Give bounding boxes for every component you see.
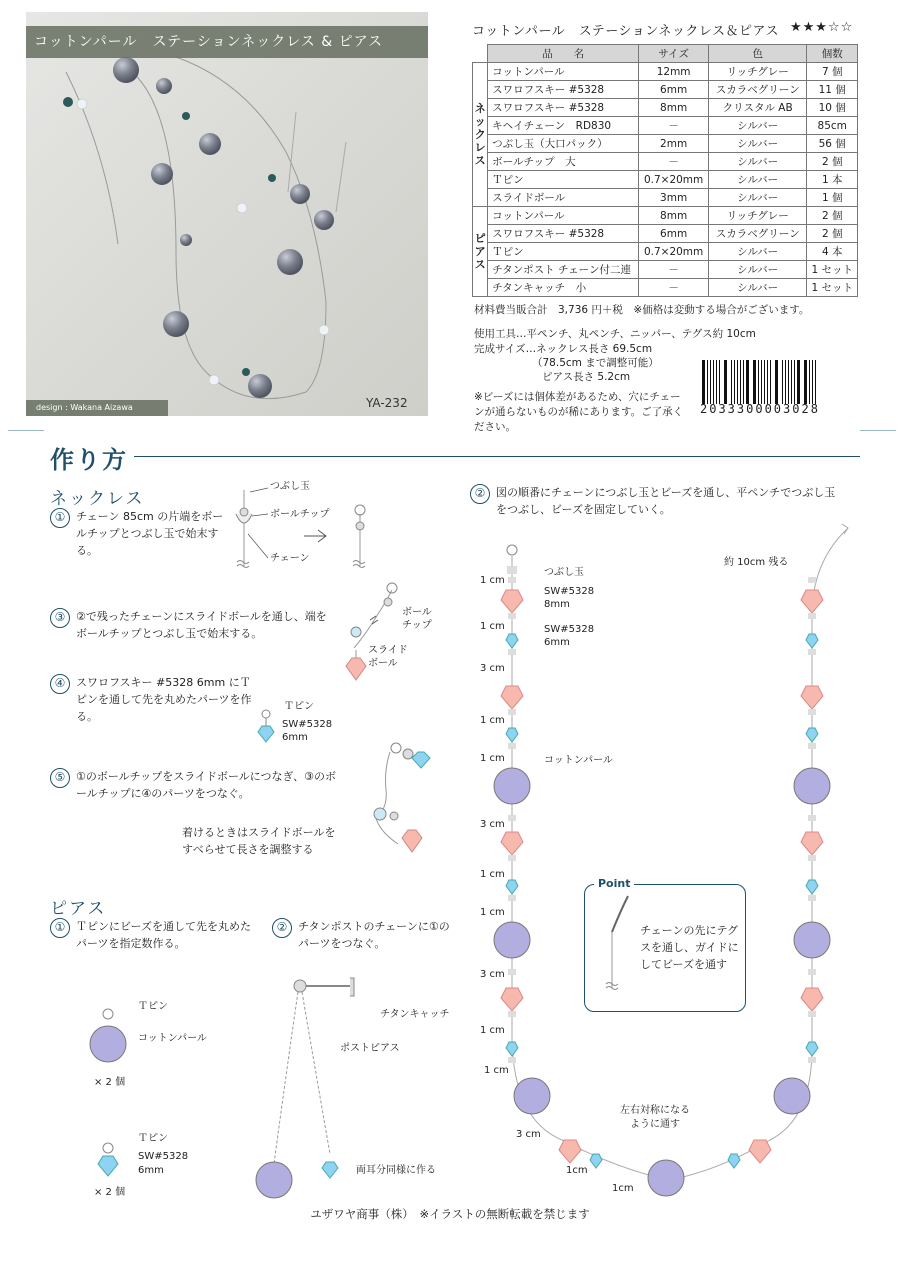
necklace-group-label: ネ ッ ク レ ス <box>473 63 488 207</box>
table-cell: 7 個 <box>807 63 858 81</box>
step-3-number: ③ <box>50 608 70 628</box>
table-cell: 1 本 <box>807 171 858 189</box>
table-cell: コットンパール <box>488 63 639 81</box>
table-cell: 56 個 <box>807 135 858 153</box>
step-2-diagram <box>470 520 870 1200</box>
divider-right <box>860 430 896 431</box>
table-cell: 1 個 <box>807 189 858 207</box>
necklace-step-2: 図の順番にチェーンにつぶし玉とビーズを通し、平ペンチでつぶし玉をつぶし、ビーズを固定していく。 <box>496 486 836 516</box>
table-cell: シルバー <box>708 279 807 297</box>
barcode-bar <box>719 360 720 404</box>
crimp-bead <box>808 815 816 821</box>
sw-6mm-bead <box>506 880 518 894</box>
crimp-bead <box>808 1057 816 1063</box>
pierce-parts-diagram <box>84 996 144 1196</box>
table-cell: 85cm <box>807 117 858 135</box>
table-cell: 2 個 <box>807 153 858 171</box>
size-note-pierce: ピアス長さ 5.2cm <box>542 371 631 383</box>
barcode-bar <box>815 360 816 404</box>
barcode-bar <box>812 360 813 404</box>
spacing-label: 3 cm <box>516 1129 541 1140</box>
point-label: Point <box>594 877 634 890</box>
barcode-bar <box>797 360 800 404</box>
barcode-bar <box>702 360 705 404</box>
bead-disclaimer: ※ビーズには個体差があるため、穴にチェーンが通らないものが稀にあります。ご了承ください。 <box>474 391 684 433</box>
footer-copyright: ユザワヤ商事（株） ※イラストの無断転載を禁じます <box>310 1207 590 1221</box>
table-cell: 0.7×20mm <box>639 243 709 261</box>
barcode-bar <box>764 360 765 404</box>
crimp-bead <box>808 969 816 975</box>
barcode-bar <box>761 360 762 404</box>
table-cell: シルバー <box>708 243 807 261</box>
crimp-bead <box>508 649 516 655</box>
barcode-bar <box>794 360 795 404</box>
size-note-adjust: （78.5cm まで調整可能） <box>532 357 659 369</box>
necklace-step-4: スワロフスキー #5328 6mm にＴピンを通して先を丸めたパーツを作る。 <box>76 676 252 723</box>
pierce-section-title: ピアス <box>50 899 107 919</box>
product-photo <box>26 12 428 416</box>
sw-8mm-bead <box>749 1140 771 1163</box>
crimp-bead <box>508 1011 516 1017</box>
pierce-step-1: Ｔピンにビーズを通して先を丸めたパーツを指定数作る。 <box>76 920 252 950</box>
table-cell: － <box>639 261 709 279</box>
table-cell: リッチグレー <box>708 207 807 225</box>
pierce-step-2-number: ② <box>272 918 292 938</box>
table-cell: 6mm <box>639 81 709 99</box>
pierce-label-x2-2: × 2 個 <box>94 1187 126 1198</box>
table-row <box>473 207 858 225</box>
price-note: 材料費当販合計 3,736 円＋税 ※価格は変動する場合がございます。 <box>474 304 810 316</box>
barcode-bar <box>740 360 741 404</box>
barcode-bar <box>758 360 759 404</box>
crimp-bead <box>808 743 816 749</box>
table-cell: ボールチップ 大 <box>488 153 639 171</box>
crimp-bead <box>508 1057 516 1063</box>
step-5-note: 着けるときはスライドボールをすべらせて長さを調整する <box>182 826 336 856</box>
sw-8mm-bead <box>801 590 823 613</box>
table-cell: リッチグレー <box>708 63 807 81</box>
diagram-label-sym2: ように通す <box>630 1119 680 1130</box>
table-cell: 12mm <box>639 63 709 81</box>
sw-8mm-bead <box>801 832 823 855</box>
spacing-label: 3 cm <box>480 969 505 980</box>
table-cell: シルバー <box>708 117 807 135</box>
table-header-row <box>473 45 858 63</box>
barcode-bar <box>770 360 771 404</box>
table-cell: シルバー <box>708 135 807 153</box>
step-1-number: ① <box>50 508 70 528</box>
crimp-bead <box>508 855 516 861</box>
table-cell: スライドボール <box>488 189 639 207</box>
crimp-bead <box>808 577 816 583</box>
table-cell: Ｔピン <box>488 171 639 189</box>
howto-title: 作り方 <box>50 446 128 474</box>
barcode <box>702 360 852 404</box>
label-slideball: スライド ボール <box>368 645 408 669</box>
crimp-bead <box>808 649 816 655</box>
table-cell: シルバー <box>708 189 807 207</box>
table-cell: コットンパール <box>488 207 639 225</box>
table-row <box>473 117 858 135</box>
crimp-bead <box>508 613 516 619</box>
sw-8mm-bead <box>501 686 523 709</box>
spacing-label: 3 cm <box>480 819 505 830</box>
crimp-bead <box>508 969 516 975</box>
table-row <box>473 153 858 171</box>
label-chain: チェーン <box>270 553 310 564</box>
sw-6mm-bead <box>506 728 518 742</box>
table-row <box>473 171 858 189</box>
pierce-label-x2: × 2 個 <box>94 1077 126 1088</box>
sw-8mm-bead <box>501 988 523 1011</box>
photo-title: コットンパール ステーションネックレス & ピアス <box>26 26 428 58</box>
label-balltip: ボールチップ <box>270 509 330 520</box>
diagram-label-sw8: SW#5328 <box>544 586 595 597</box>
table-cell: － <box>639 279 709 297</box>
table-row <box>473 135 858 153</box>
howto-rule <box>134 456 860 457</box>
label-sw5328: SW#5328 <box>282 719 333 730</box>
pierce-group-label: ピ ア ス <box>473 207 488 297</box>
table-cell: チタンポスト チェーン付二連 <box>488 261 639 279</box>
table-cell: 4 本 <box>807 243 858 261</box>
spacing-label: 1 cm <box>480 715 505 726</box>
sw-8mm-bead <box>501 590 523 613</box>
sw-6mm-bead <box>806 634 818 648</box>
spec-title: コットンパール ステーションネックレス＆ピアス <box>472 24 779 39</box>
diagram-label-sym1: 左右対称になる <box>620 1105 690 1116</box>
table-row <box>473 189 858 207</box>
sw-6mm-bead <box>806 880 818 894</box>
crimp-bead <box>508 895 516 901</box>
product-code: YA-232 <box>366 396 408 410</box>
table-cell: スワロフスキー #5328 <box>488 99 639 117</box>
header-size: サイズ <box>639 45 709 63</box>
crimp-bead <box>808 895 816 901</box>
table-cell: スカラベグリーン <box>708 225 807 243</box>
tools-note: 使用工具…平ペンチ、丸ペンチ、ニッパー、テグス約 10cm <box>474 328 756 340</box>
pearl-bead <box>494 922 530 958</box>
point-text: チェーンの先にテグスを通し、ガイドにしてビーズを通す <box>640 924 739 971</box>
photo-credit: design : Wakana Aizawa <box>26 400 168 416</box>
sw-6mm-bead <box>590 1154 602 1168</box>
barcode-bar <box>767 360 768 404</box>
table-row <box>473 99 858 117</box>
table-cell: － <box>639 117 709 135</box>
crimp-bead <box>508 815 516 821</box>
necklace-step-5: ①のボールチップをスライドボールにつなぎ、③のボールチップに④のパーツをつなぐ。 <box>76 770 336 800</box>
diagram-label-pearl: コットンパール <box>544 755 613 766</box>
crimp-bead <box>808 855 816 861</box>
table-cell: 2 個 <box>807 207 858 225</box>
pierce-label-same: 両耳分同様に作る <box>356 1165 436 1176</box>
spacing-label: 1 cm <box>480 1025 505 1036</box>
step-5-diagram <box>340 740 440 860</box>
barcode-bar <box>743 360 744 404</box>
table-cell: 1 セット <box>807 261 858 279</box>
table-row <box>473 81 858 99</box>
crimp-bead <box>508 743 516 749</box>
barcode-bar <box>734 360 735 404</box>
crimp-bead <box>808 613 816 619</box>
label-crimp: つぶし玉 <box>270 481 310 492</box>
step-3-diagram <box>330 580 410 690</box>
table-cell: スワロフスキー #5328 <box>488 81 639 99</box>
spacing-label: 1 cm <box>480 753 505 764</box>
table-cell: Ｔピン <box>488 243 639 261</box>
pierce-label-tpin: Ｔピン <box>138 1001 168 1012</box>
barcode-bar <box>707 360 708 404</box>
table-cell: クリスタル AB <box>708 99 807 117</box>
necklace-step-3: ②で残ったチェーンにスライドボールを通し、端をボールチップとつぶし玉で始末する。 <box>76 610 327 640</box>
barcode-digits: 2033300003028 <box>700 402 820 416</box>
crimp-bead <box>808 1011 816 1017</box>
table-row <box>473 225 858 243</box>
sw-8mm-bead <box>559 1140 581 1163</box>
table-cell: シルバー <box>708 261 807 279</box>
barcode-bar <box>804 360 807 404</box>
pierce-step-1-number: ① <box>50 918 70 938</box>
spacing-label: 1 cm <box>480 621 505 632</box>
spacing-label: 1 cm <box>480 575 505 586</box>
label-balltip-3: ボール チップ <box>402 607 432 631</box>
barcode-bar <box>710 360 711 404</box>
table-cell: スカラベグリーン <box>708 81 807 99</box>
table-cell: シルバー <box>708 153 807 171</box>
barcode-bar <box>713 360 714 404</box>
pearl-bead <box>648 1160 684 1196</box>
table-cell: 1 セット <box>807 279 858 297</box>
pierce-label-tpin-2: Ｔピン <box>138 1133 168 1144</box>
table-cell: 8mm <box>639 207 709 225</box>
table-cell: つぶし玉（大口パック） <box>488 135 639 153</box>
diagram-label-crimp: つぶし玉 <box>544 567 584 578</box>
necklace-rows <box>473 63 858 207</box>
crimp-bead <box>508 577 516 583</box>
table-cell: 6mm <box>639 225 709 243</box>
necklace-step-1: チェーン 85cm の片端をボールチップとつぶし玉で始末する。 <box>76 510 224 557</box>
diagram-label-8mm: 8mm <box>544 599 570 610</box>
table-cell: － <box>639 153 709 171</box>
header-name: 品 名 <box>488 45 639 63</box>
barcode-bar <box>753 360 756 404</box>
difficulty-stars: ★★★☆☆ <box>790 20 854 35</box>
sw-6mm-bead <box>806 728 818 742</box>
table-cell: 8mm <box>639 99 709 117</box>
table-cell: シルバー <box>708 171 807 189</box>
barcode-bar <box>785 360 786 404</box>
pierce-rows <box>473 207 858 297</box>
barcode-bar <box>746 360 749 404</box>
sw-6mm-bead <box>806 1042 818 1056</box>
table-cell: 0.7×20mm <box>639 171 709 189</box>
divider-left <box>8 430 44 431</box>
pierce-label-catch: チタンキャッチ <box>380 1009 450 1020</box>
barcode-bar <box>724 360 727 404</box>
table-cell: 3mm <box>639 189 709 207</box>
pierce-label-post: ポストピアス <box>340 1043 400 1054</box>
pearl-bead <box>794 768 830 804</box>
header-count: 個数 <box>807 45 858 63</box>
pearl-bead <box>774 1078 810 1114</box>
pierce-label-6mm: 6mm <box>138 1165 164 1176</box>
pierce-label-sw: SW#5328 <box>138 1151 189 1162</box>
sw-6mm-bead <box>728 1154 740 1168</box>
pierce-label-pearl: コットンパール <box>138 1033 207 1044</box>
pierce-step-2: チタンポストのチェーンに①のパーツをつなぐ。 <box>298 920 450 950</box>
barcode-bar <box>788 360 789 404</box>
table-row <box>473 279 858 297</box>
header-color: 色 <box>708 45 807 63</box>
step-5-number: ⑤ <box>50 768 70 788</box>
sw-8mm-bead <box>501 832 523 855</box>
table-cell: キヘイチェーン RD830 <box>488 117 639 135</box>
necklace-photo-illustration <box>26 12 428 416</box>
table-cell: 2mm <box>639 135 709 153</box>
barcode-bar <box>737 360 738 404</box>
spacing-label: 1 cm <box>480 869 505 880</box>
label-tpin: Ｔピン <box>284 701 314 712</box>
barcode-bar <box>809 360 810 404</box>
table-cell: 2 個 <box>807 225 858 243</box>
table-row <box>473 63 858 81</box>
step-2-number: ② <box>470 484 490 504</box>
table-cell: スワロフスキー #5328 <box>488 225 639 243</box>
spacing-label: 1 cm <box>480 907 505 918</box>
sw-6mm-bead <box>506 634 518 648</box>
sw-8mm-bead <box>801 988 823 1011</box>
necklace-section-title: ネックレス <box>50 489 145 509</box>
spacing-label: 1 cm <box>484 1065 509 1076</box>
table-cell: 10 個 <box>807 99 858 117</box>
materials-table <box>472 44 858 297</box>
table-cell: チタンキャッチ 小 <box>488 279 639 297</box>
diagram-label-sw6: SW#5328 <box>544 624 595 635</box>
pearl-bead <box>494 768 530 804</box>
crimp-bead <box>508 709 516 715</box>
table-row <box>473 261 858 279</box>
barcode-bar <box>775 360 778 404</box>
table-cell: 11 個 <box>807 81 858 99</box>
barcode-bar <box>731 360 732 404</box>
sw-6mm-bead <box>506 1042 518 1056</box>
size-note: 完成サイズ…ネックレス長さ 69.5cm <box>474 343 653 355</box>
diagram-label-6mm: 6mm <box>544 637 570 648</box>
barcode-bar <box>791 360 792 404</box>
spacing-label: 3 cm <box>480 663 505 674</box>
diagram-label-remain: 約 10cm 残る <box>724 557 789 568</box>
spacing-label: 1cm <box>566 1165 588 1176</box>
sw-8mm-bead <box>801 686 823 709</box>
pearl-bead <box>514 1078 550 1114</box>
spacing-label: 1cm <box>612 1183 634 1194</box>
barcode-bar <box>782 360 783 404</box>
crimp-bead <box>808 709 816 715</box>
table-row <box>473 243 858 261</box>
step-4-number: ④ <box>50 674 70 694</box>
point-diagram <box>598 892 638 1002</box>
pearl-bead <box>794 922 830 958</box>
barcode-bar <box>716 360 717 404</box>
label-6mm: 6mm <box>282 732 308 743</box>
